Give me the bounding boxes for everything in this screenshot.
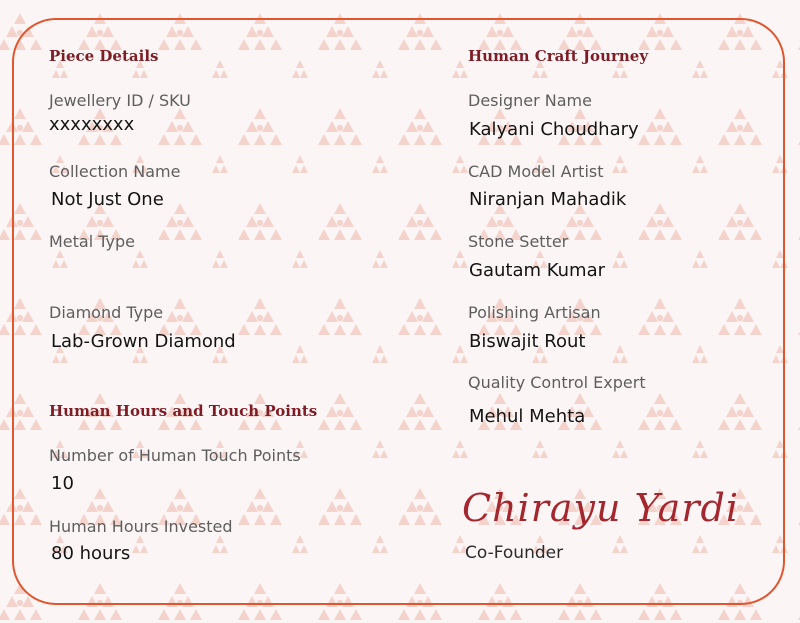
human-hours-value: 80 hours <box>51 543 131 564</box>
polishing-artisan-label: Polishing Artisan <box>468 303 601 322</box>
metal-type-label: Metal Type <box>49 232 136 251</box>
qc-expert-value: Mehul Mehta <box>469 406 586 427</box>
designer-value: Kalyani Choudhary <box>469 119 639 140</box>
collection-name-value: Not Just One <box>51 189 164 210</box>
cad-artist-value: Niranjan Mahadik <box>469 189 627 210</box>
stone-setter-value: Gautam Kumar <box>469 260 606 281</box>
stone-setter-label: Stone Setter <box>468 232 569 251</box>
human-hours-heading: Human Hours and Touch Points <box>49 402 318 420</box>
diamond-type-label: Diamond Type <box>49 303 164 322</box>
qc-expert-label: Quality Control Expert <box>468 373 646 392</box>
piece-details-heading: Piece Details <box>49 47 159 65</box>
sku-label: Jewellery ID / SKU <box>49 91 191 110</box>
polishing-artisan-value: Biswajit Rout <box>469 331 586 352</box>
human-hours-label: Human Hours Invested <box>49 517 233 536</box>
craft-journey-heading: Human Craft Journey <box>468 47 649 65</box>
designer-label: Designer Name <box>468 91 592 110</box>
sku-value: xxxxxxxx <box>49 114 135 135</box>
cad-artist-label: CAD Model Artist <box>468 162 604 181</box>
signature: Chirayu Yardi <box>462 486 739 530</box>
touch-points-value: 10 <box>51 473 74 494</box>
touch-points-label: Number of Human Touch Points <box>49 446 301 465</box>
collection-name-label: Collection Name <box>49 162 181 181</box>
signatory-role: Co-Founder <box>465 543 564 563</box>
diamond-type-value: Lab-Grown Diamond <box>51 331 236 352</box>
